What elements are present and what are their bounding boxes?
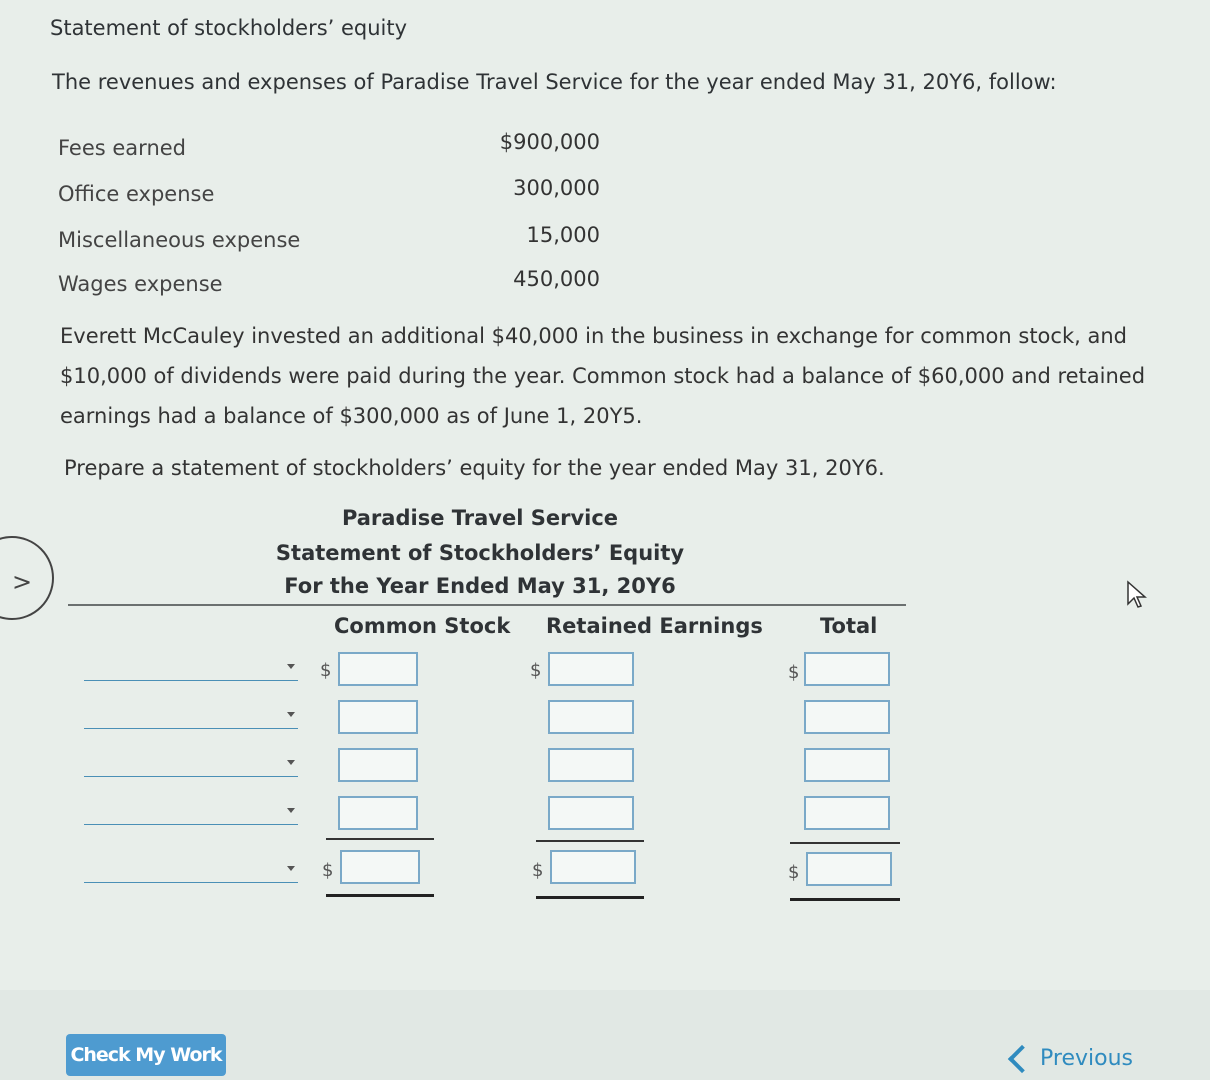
revenue-value: 15,000: [526, 223, 600, 247]
total-double-rule: [790, 898, 900, 901]
revenue-value: 300,000: [513, 176, 600, 200]
dollar-sign: $: [532, 860, 544, 881]
common-stock-input[interactable]: [338, 652, 418, 686]
common-stock-input[interactable]: [338, 748, 418, 782]
statement-company: Paradise Travel Service: [341, 506, 619, 530]
common-stock-input[interactable]: [338, 796, 418, 830]
dollar-sign: $: [788, 862, 800, 883]
row-label-select[interactable]: [84, 656, 298, 681]
row-label-select[interactable]: [84, 800, 298, 825]
common-stock-total-input[interactable]: [340, 850, 420, 884]
total-double-rule: [326, 894, 434, 897]
statement-title: Statement of Stockholders’ Equity: [275, 541, 685, 565]
column-header-common-stock: Common Stock: [334, 614, 511, 638]
dollar-sign: $: [530, 660, 542, 681]
problem-paragraph: Everett McCauley invested an additional $40,000 in the business in exchange for common stock, and $10,000 of dividends were paid during the year. Common stock had a balance of $60,000 and retained earnings had a balance of $300,000 as of June 1, 20Y5.: [60, 324, 1146, 428]
chevron-left-icon: [1008, 1045, 1036, 1073]
retained-earnings-total-input[interactable]: [550, 850, 636, 884]
chevron-down-icon: [287, 808, 295, 813]
revenue-label: Fees earned: [58, 136, 186, 160]
next-panel-button[interactable]: [0, 536, 54, 620]
grand-total-input[interactable]: [806, 852, 892, 886]
common-stock-input[interactable]: [338, 700, 418, 734]
dollar-sign: $: [788, 662, 800, 683]
statement-period: For the Year Ended May 31, 20Y6: [284, 574, 676, 598]
chevron-down-icon: [287, 760, 295, 765]
column-header-total: Total: [820, 614, 878, 638]
revenue-label: Office expense: [58, 182, 215, 206]
retained-earnings-input[interactable]: [548, 748, 634, 782]
section-heading: Statement of stockholders’ equity: [50, 16, 408, 40]
revenue-label: Wages expense: [58, 272, 223, 296]
total-input[interactable]: [804, 748, 890, 782]
chevron-down-icon: [287, 664, 295, 669]
subtotal-rule: [326, 838, 434, 840]
check-my-work-button[interactable]: Check My Work: [66, 1034, 226, 1076]
dollar-sign: $: [322, 860, 334, 881]
row-label-select[interactable]: [84, 704, 298, 729]
retained-earnings-input[interactable]: [548, 652, 634, 686]
total-double-rule: [536, 896, 644, 899]
total-input[interactable]: [804, 652, 890, 686]
column-header-retained-earnings: Retained Earnings: [546, 614, 763, 638]
chevron-down-icon: [287, 712, 295, 717]
row-label-select[interactable]: [84, 752, 298, 777]
dollar-sign: $: [320, 660, 332, 681]
retained-earnings-input[interactable]: [548, 796, 634, 830]
revenue-value: $900,000: [499, 130, 600, 154]
previous-label: Previous: [1040, 1046, 1133, 1071]
revenue-label: Miscellaneous expense: [58, 228, 301, 252]
revenue-value: 450,000: [513, 267, 600, 291]
subtotal-rule: [790, 842, 900, 844]
total-input[interactable]: [804, 796, 890, 830]
chevron-down-icon: [287, 866, 295, 871]
total-input[interactable]: [804, 700, 890, 734]
cursor-icon: [1126, 580, 1148, 610]
header-rule: [68, 604, 906, 606]
subtotal-rule: [536, 840, 644, 842]
instruction-text: Prepare a statement of stockholders’ equity for the year ended May 31, 20Y6.: [64, 456, 885, 480]
intro-text: The revenues and expenses of Paradise Travel Service for the year ended May 31, 20Y6, follow:: [52, 70, 1057, 94]
retained-earnings-input[interactable]: [548, 700, 634, 734]
previous-button[interactable]: [1012, 1046, 1133, 1071]
row-label-select[interactable]: [84, 858, 298, 883]
chevron-right-icon: >: [12, 568, 33, 596]
